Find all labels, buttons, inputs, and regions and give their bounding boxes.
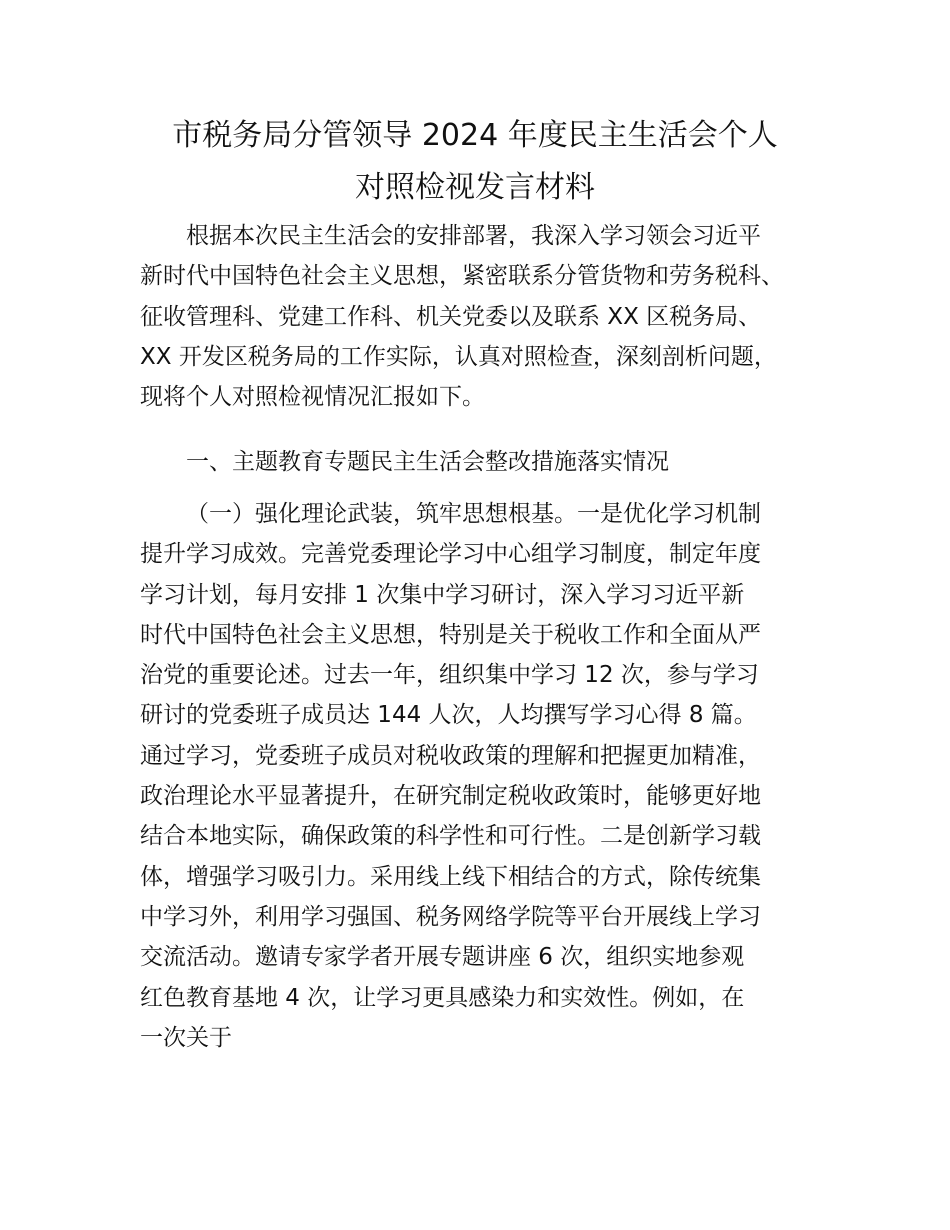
text-line: 时代中国特色社会主义思想，特别是关于税收工作和全面从严: [140, 621, 761, 648]
text-line: XX 开发区税务局的工作实际，认真对照检查，深刻剖析问题，: [140, 343, 777, 370]
text-line: 根据本次民主生活会的安排部署，我深入学习领会习近平: [186, 223, 761, 249]
title-line: 对照检视发言材料: [355, 170, 595, 205]
title-line: 市税务局分管领导 2024 年度民主生活会个人: [172, 118, 778, 153]
text-line: （一）强化理论武装，筑牢思想根基。一是优化学习机制: [186, 501, 761, 527]
document-title: [140, 110, 810, 214]
section-heading: [140, 442, 820, 482]
intro-paragraph: [140, 216, 820, 417]
text-line: 通过学习，党委班子成员对税收政策的理解和把握更加精准，: [140, 742, 761, 769]
text-line: 治党的重要论述。过去一年，组织集中学习 12 次，参与学习: [140, 662, 759, 689]
text-line: 新时代中国特色社会主义思想，紧密联系分管货物和劳务税科、: [140, 263, 784, 290]
text-line: 中学习外，利用学习强国、税务网络学院等平台开展线上学习: [140, 903, 761, 930]
text-line: 体，增强学习吸引力。采用线上线下相结合的方式，除传统集: [140, 863, 761, 890]
text-line: 交流活动。邀请专家学者开展专题讲座 6 次，组织实地参观: [140, 944, 745, 971]
text-line: 提升学习成效。完善党委理论学习中心组学习制度，制定年度: [140, 541, 761, 568]
text-line: 现将个人对照检视情况汇报如下。: [140, 384, 485, 411]
text-line: 征收管理科、党建工作科、机关党委以及联系 XX 区税务局、: [140, 303, 762, 330]
text-line: 政治理论水平显著提升，在研究制定税收政策时，能够更好地: [140, 783, 761, 810]
section-paragraph: [140, 494, 820, 1058]
text-line: 一、主题教育专题民主生活会整改措施落实情况: [186, 449, 669, 475]
text-line: 红色教育基地 4 次，让学习更具感染力和实效性。例如，在: [140, 984, 745, 1011]
text-line: 一次关于: [140, 1024, 232, 1051]
text-line: 结合本地实际，确保政策的科学性和可行性。二是创新学习载: [140, 823, 761, 850]
text-line: 学习计划，每月安排 1 次集中学习研讨，深入学习习近平新: [140, 581, 745, 608]
text-line: 研讨的党委班子成员达 144 人次，人均撰写学习心得 8 篇。: [140, 702, 757, 729]
